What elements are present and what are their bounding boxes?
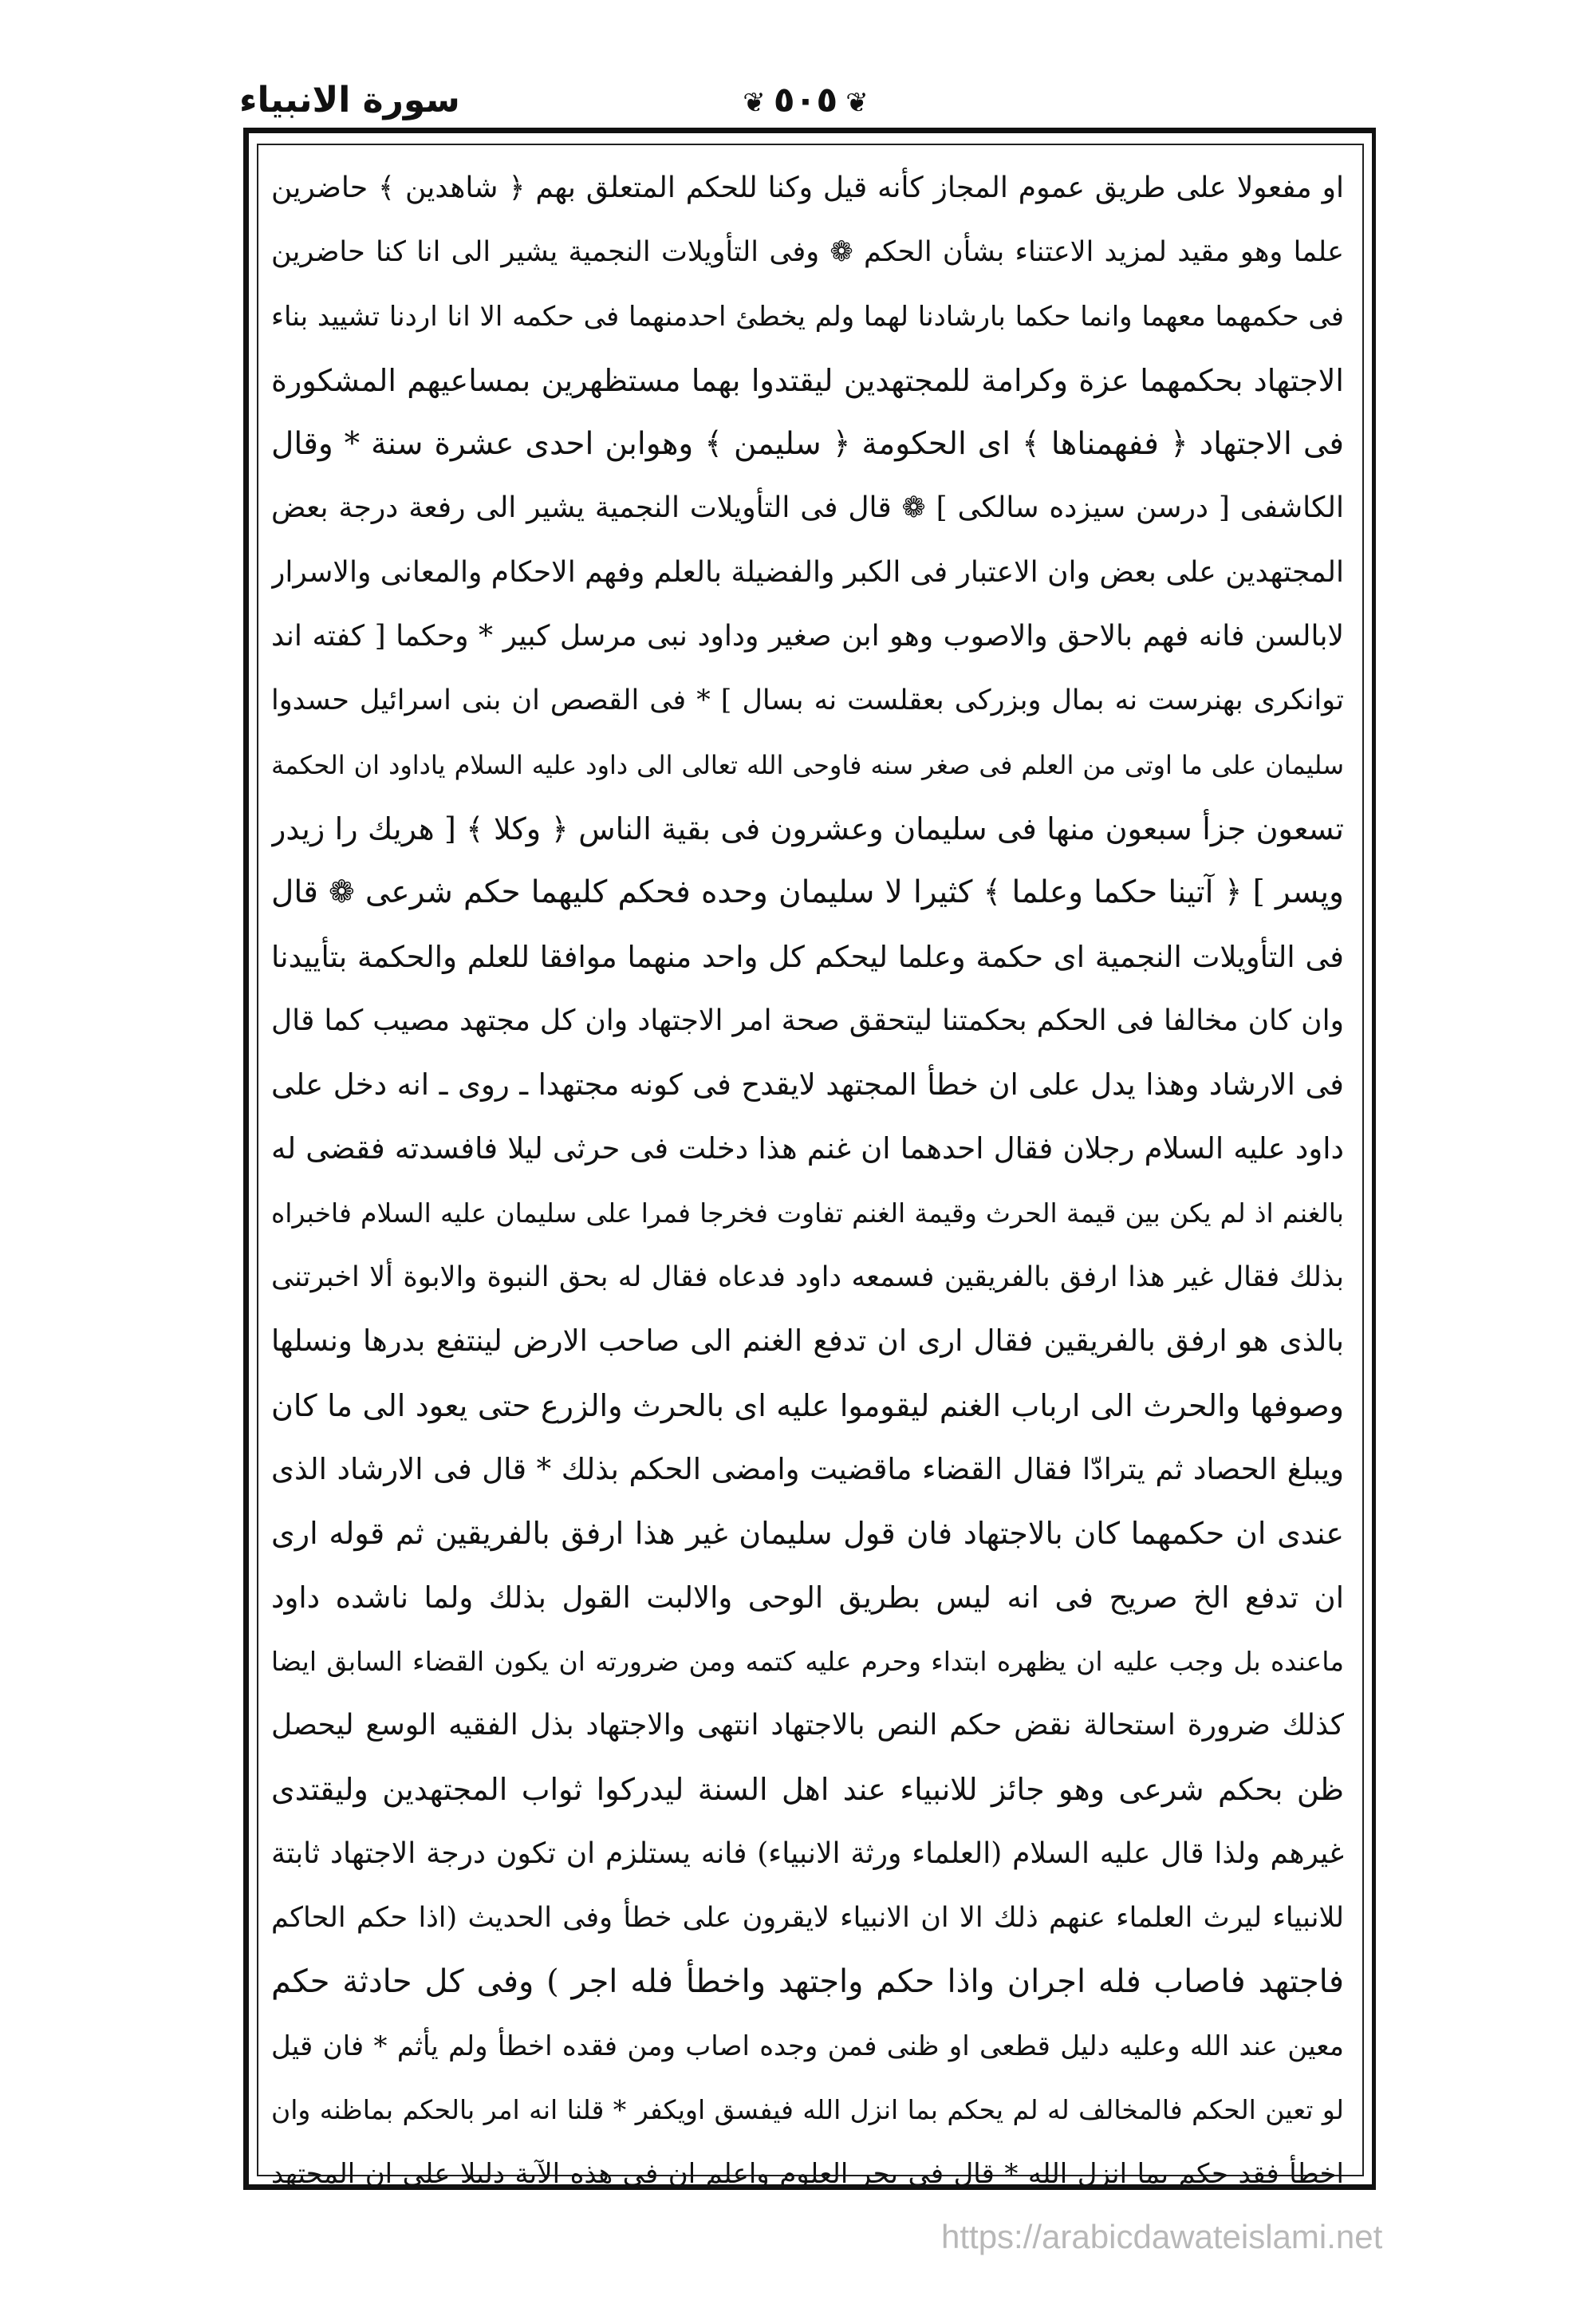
text-line: فى التأويلات النجمية اى حكمة وعلما ليحكم كل واحد منهما موافقا للعلم والحكمة بتأييدنا	[271, 939, 1344, 974]
page-number-header	[702, 80, 909, 120]
text-line: او مفعولا على طريق عموم المجاز كأنه قيل وكنا للحكم المتعلق بهم ﴿ شاهدين ﴾ حاضرين	[271, 172, 1344, 204]
text-line: فى الارشاد وهذا يدل على ان خطأ المجتهد لايقدح فى كونه مجتهدا ـ روى ـ انه دخل على	[271, 1067, 1344, 1103]
text-line: فى الاجتهاد ﴿ ففهمناها ﴾ اى الحكومة ﴿ سليمن ﴾ وهوابن احدى عشرة سنة * وقال	[271, 426, 1344, 463]
text-line: ان تدفع الخ صريح فى انه ليس بطريق الوحى والالبت القول بذلك ولما ناشده داود	[271, 1580, 1344, 1615]
text-line: غيرهم ولذا قال عليه السلام (العلماء ورثة الانبياء) فانه يستلزم ان تكون درجة الاجتهاد ثابتة	[271, 1836, 1344, 1870]
text-line: اخطأ فقد حكم بما انزل الله * قال فى بحر العلوم واعلم ان فى هذه الآية دليلا على ان المجتهد	[271, 2158, 1344, 2191]
text-line: توانكرى بهنرست نه بمال وبزركى بعقلست نه بسال ] * فى القصص ان بنى اسرائيل حسدوا	[271, 684, 1344, 717]
text-line: عندى ان حكمهما كان بالاجتهاد فان قول سليمان غير هذا ارفق بالفريقين ثم قوله ارى	[271, 1516, 1344, 1552]
text-line: الكاشفى [ درسن سيزده سالكى ] ❁ قال فى التأويلات النجمية يشير الى رفعة درجة بعض	[271, 491, 1344, 525]
text-line: ويبلغ الحصاد ثم يترادّا فقال القضاء ماقضيت وامضى الحكم بذلك * قال فى الارشاد الذى	[271, 1451, 1344, 1486]
text-line: ظن بحكم شرعى وهو جائز للانبياء عند اهل السنة ليدركوا ثواب المجتهدين وليقتدى	[271, 1772, 1344, 1808]
text-line: لو تعين الحكم فالمخالف له لم يحكم بما انزل الله فيفسق اويكفر * قلنا انه امر بالحكم بماظنه وان	[271, 2093, 1344, 2125]
text-line: معين عند الله وعليه دليل قطعى او ظنى فمن وجده اصاب ومن فقده اخطأ ولم يأثم * فان قيل	[271, 2030, 1344, 2062]
text-line: وصوفها والحرث الى ارباب الغنم ليقوموا عليه اى بالحرث والزرع حتى يعود الى ما كان	[271, 1387, 1344, 1423]
text-line: سليمان على ما اوتى من العلم فى صغر سنه فاوحى الله تعالى الى داود عليه السلام ياداود ان الحكمة	[271, 749, 1344, 780]
text-line: للانبياء ليرث العلماء عنهم ذلك الا ان الانبياء لايقرون على خطأ وفى الحديث (اذا حكم الحاكم	[271, 1902, 1344, 1935]
text-line: وپسر ] ﴿ آتينا حكما وعلما ﴾ كثيرا لا سليمان وحده فحكم كليهما حكم شرعى ❁ قال	[271, 874, 1344, 911]
text-line: فى حكمهما معهما وانما حكما بارشادنا لهما ولم يخطئ احدمنهما فى حكمه الا انا اردنا تشييد بناء	[271, 300, 1344, 333]
text-line: ماعنده بل وجب عليه ان يظهره ابتداء وحرم عليه كتمه ومن ضرورته ان يكون القضاء السابق ايضا	[271, 1645, 1344, 1677]
watermark: https://arabicdawateislami.net	[941, 2218, 1383, 2255]
text-line: لابالسن فانه فهم بالاحق والاصوب وهو ابن صغير وداود نبى مرسل كبير * وحكما [ كفته اند	[271, 620, 1344, 653]
text-line: بالغنم اذ لم يكن بين قيمة الحرث وقيمة الغنم تفاوت فخرجا فمرا على سليمان عليه السلام فاخبراه	[271, 1197, 1344, 1229]
text-line: الاجتهاد بحكمهما عزة وكرامة للمجتهدين ليقتدوا بهما مستظهرين بمساعيهم المشكورة	[271, 362, 1344, 398]
text-line: داود عليه السلام رجلان فقال احدهما ان غنم هذا دخلت فى حرثى ليلا فافسدته فقضى له	[271, 1131, 1344, 1166]
page-number: ٥٠٥	[773, 80, 838, 120]
ornament-icon: ❦	[845, 87, 869, 119]
page-body-text	[271, 156, 1344, 2207]
text-line: بالذى هو ارفق بالفريقين فقال ارى ان تدفع الغنم الى صاحب الارض لينتفع بدرها ونسلها	[271, 1324, 1344, 1359]
text-line: بذلك فقال غير هذا ارفق بالفريقين فسمعه داود فدعاه فقال له بحق النبوة والابوة ألا اخبرتنى	[271, 1261, 1344, 1294]
ornament-icon: ❦	[743, 87, 766, 119]
text-line: المجتهدين على بعض وان الاعتبار فى الكبر والفضيلة بالعلم وفهم الاحكام والمعانى والاسرار	[271, 555, 1344, 589]
text-line: تسعون جزأ سبعون منها فى سليمان وعشرون فى بقية الناس ﴿ وكلا ﴾ [ هريك را زيدر	[271, 811, 1344, 846]
text-line: وان كان مخالفا فى الحكم بحكمتنا ليتحقق صحة امر الاجتهاد وان كل مجتهد مصيب كما قال	[271, 1004, 1344, 1037]
text-line: فاجتهد فاصاب فله اجران واذا حكم واجتهد واخطأ فله اجر ) وفى كل حادثة حكم	[271, 1963, 1344, 2001]
text-line: علما وهو مقيد لمزيد الاعتناء بشأن الحكم ❁ وفى التأويلات النجمية يشير الى انا كنا حاضرين	[271, 236, 1344, 269]
surah-title: سورة الانبياء	[239, 80, 460, 120]
text-line: كذلك ضرورة استحالة نقض حكم النص بالاجتهاد انتهى والاجتهاد بذل الفقيه الوسع ليحصل	[271, 1709, 1344, 1742]
